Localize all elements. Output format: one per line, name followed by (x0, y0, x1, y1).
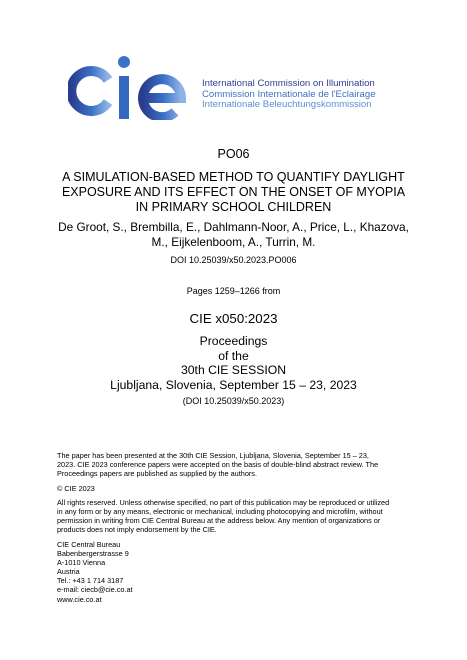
rights-line: in any form or by any means, electronic or mechanical, including photocopying and microfilm, without (57, 507, 383, 517)
address-website[interactable]: www.cie.co.at (57, 594, 102, 604)
org-name-en: International Commission on Illumination (202, 78, 375, 89)
proceedings-line: Ljubljana, Slovenia, September 15 – 23, 2023 (110, 377, 357, 392)
proceedings-doi: (DOI 10.25039/x50.2023) (182, 396, 285, 406)
author-line: De Groot, S., Brembilla, E., Dahlmann-Noor, A., Price, L., Khazova, (58, 220, 409, 234)
proceedings-ref: CIE x050:2023 (189, 311, 278, 326)
cie-logo-icon (68, 54, 198, 120)
rights-statement (57, 498, 417, 534)
author-line: M., Eijkelenboom, A., Turrin, M. (151, 234, 316, 249)
presentation-notice (57, 451, 417, 478)
rights-line: products does not imply endorsement by the CIE. (57, 525, 217, 535)
copyright: © CIE 2023 (57, 484, 95, 493)
proceedings-title (0, 334, 467, 392)
title-line: A SIMULATION-BASED METHOD TO QUANTIFY DAYLIGHT (62, 170, 405, 184)
address-block (57, 540, 417, 604)
address-line: Tel.: +43 1 714 3187 (57, 576, 124, 586)
rights-line: permission in writing from CIE Central Bureau at the address below. Any mention of organizations or (57, 516, 381, 526)
address-line: A-1010 Vienna (57, 558, 106, 568)
proceedings-line: Proceedings (199, 334, 268, 348)
proceedings-line: of the (218, 348, 249, 363)
rights-line: All rights reserved. Unless otherwise specified, no part of this publication may be reproduced or utilized (57, 498, 390, 507)
title-line: EXPOSURE AND ITS EFFECT ON THE ONSET OF MYOPIA (61, 184, 406, 199)
organization-names (202, 79, 376, 111)
notice-line: Proceedings papers are published as supplied by the authors. (57, 469, 257, 479)
paper-authors (0, 220, 467, 250)
notice-line: The paper has been presented at the 30th CIE Session, Ljubljana, Slovenia, September 15 – 23, (57, 451, 369, 460)
notice-line: 2023. CIE 2023 conference papers were accepted on the basis of double-blind abstract review. The (57, 460, 379, 470)
title-line: IN PRIMARY SCHOOL CHILDREN (135, 199, 332, 214)
paper-code: PO06 (217, 147, 250, 161)
address-line: CIE Central Bureau (57, 540, 121, 549)
proceedings-line: 30th CIE SESSION (181, 363, 286, 378)
paper-title (0, 170, 467, 214)
address-email[interactable]: e-mail: ciecb@cie.co.at (57, 585, 133, 595)
paper-doi: DOI 10.25039/x50.2023.PO006 (170, 255, 297, 265)
org-name-fr: Commission Internationale de l'Eclairage (202, 88, 376, 100)
paper-pages: Pages 1259–1266 from (186, 286, 281, 296)
address-line: Austria (57, 567, 80, 577)
address-line: Babenbergerstrasse 9 (57, 549, 129, 559)
org-name-de: Internationale Beleuchtungskommission (202, 99, 372, 111)
